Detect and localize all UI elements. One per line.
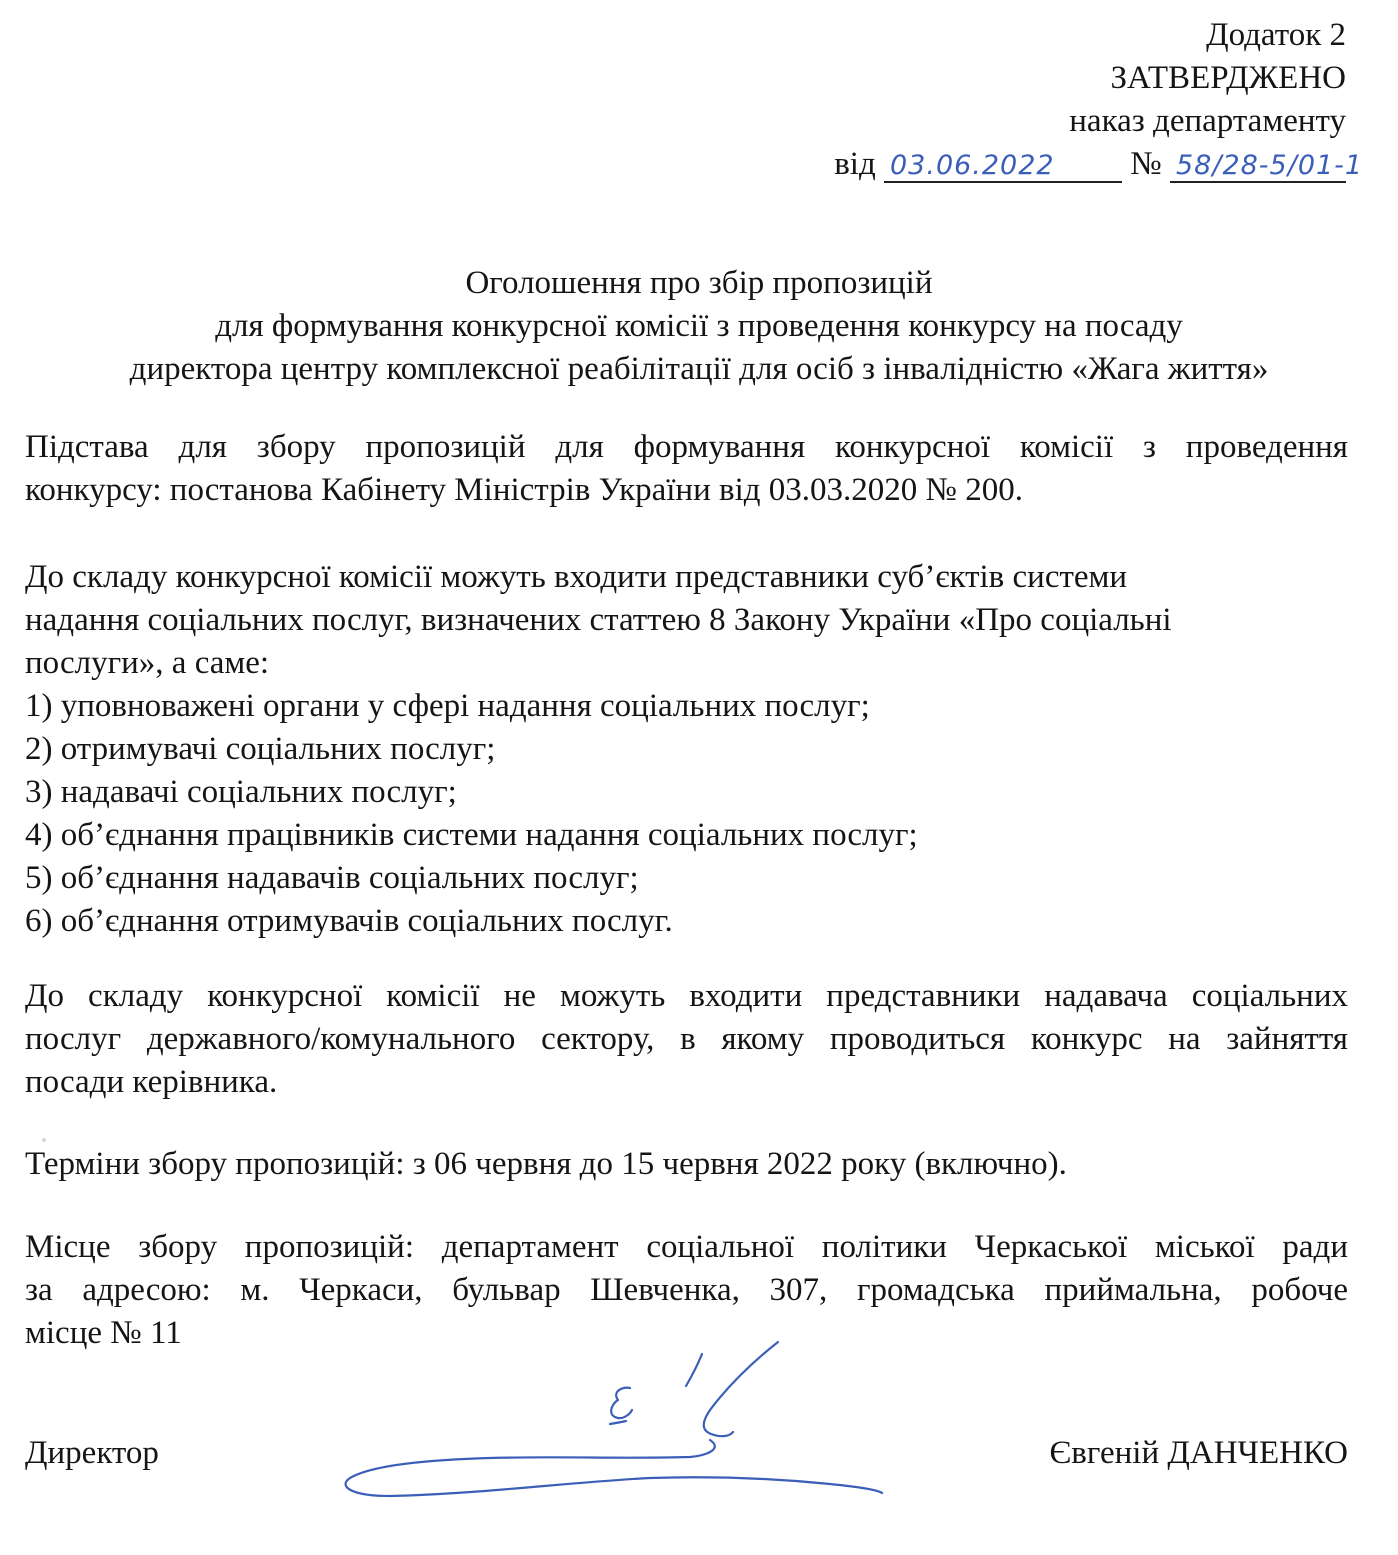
list-item: 2) отримувачі соціальних послуг; <box>25 731 496 767</box>
exclusion-line-1: До складу конкурсної комісії не можуть входити представники надавача соціальних <box>25 978 1348 1014</box>
list-item: 6) об’єднання отримувачів соціальних послуг. <box>25 903 673 939</box>
terms-line: Терміни збору пропозицій: з 06 червня до 15 червня 2022 року (включно). <box>25 1146 1067 1182</box>
title-line-2: для формування конкурсної комісії з проведення конкурсу на посаду <box>215 308 1183 344</box>
list-item: 3) надавачі соціальних послуг; <box>25 774 457 810</box>
place-line-2: за адресою: м. Черкаси, бульвар Шевченка, 307, громадська приймальна, робоче <box>25 1272 1348 1308</box>
basis-line-1: Підстава для збору пропозицій для формування конкурсної комісії з проведення <box>25 429 1348 465</box>
composition-line-2: надання соціальних послуг, визначених статтею 8 Закону України «Про соціальні <box>25 602 1172 638</box>
date-field <box>884 149 1122 183</box>
terms-paragraph <box>25 1143 1348 1186</box>
title-line-1: Оголошення про збір пропозицій <box>465 265 933 301</box>
composition-paragraph <box>25 556 1348 943</box>
date-label: від <box>834 146 876 182</box>
approved-stamp-text: ЗАТВЕРДЖЕНО <box>1110 60 1346 96</box>
exclusion-line-2: послуг державного/комунального сектору, в якому проводиться конкурс на зайняття <box>25 1021 1348 1057</box>
handwritten-date: 03.06.2022 <box>890 150 1055 181</box>
announcement-title <box>0 262 1398 391</box>
place-line-3: місце № 11 <box>25 1315 182 1351</box>
composition-line-3: послуги», а саме: <box>25 645 270 681</box>
signer-name: Євгеній ДАНЧЕНКО <box>1049 1435 1348 1471</box>
basis-line-2: конкурсу: постанова Кабінету Міністрів України від 03.03.2020 № 200. <box>25 472 1024 508</box>
order-date-number-line <box>834 143 1364 186</box>
order-label: наказ департаменту <box>1069 103 1346 139</box>
handwritten-signature <box>330 1330 910 1520</box>
annex-label: Додаток 2 <box>1206 17 1346 53</box>
title-line-3: директора центру комплексної реабілітації для осіб з інвалідністю «Жага життя» <box>129 351 1269 387</box>
approval-block <box>834 14 1364 186</box>
basis-paragraph <box>25 426 1348 512</box>
handwritten-number: 58/28-5/01-1 <box>1176 150 1364 181</box>
signer-position: Директор <box>25 1435 159 1471</box>
composition-line-1: До складу конкурсної комісії можуть входити представники суб’єктів системи <box>25 559 1128 595</box>
place-line-1: Місце збору пропозицій: департамент соціальної політики Черкаської міської ради <box>25 1229 1348 1265</box>
list-item: 4) об’єднання працівників системи надання соціальних послуг; <box>25 817 918 853</box>
exclusion-line-3: посади керівника. <box>25 1064 278 1100</box>
exclusion-paragraph <box>25 975 1348 1104</box>
list-item: 1) уповноважені органи у сфері надання соціальних послуг; <box>25 688 870 724</box>
number-label: № <box>1130 146 1162 182</box>
number-field <box>1170 149 1364 183</box>
list-item: 5) об’єднання надавачів соціальних послуг; <box>25 860 639 896</box>
scan-speck <box>42 1138 46 1142</box>
